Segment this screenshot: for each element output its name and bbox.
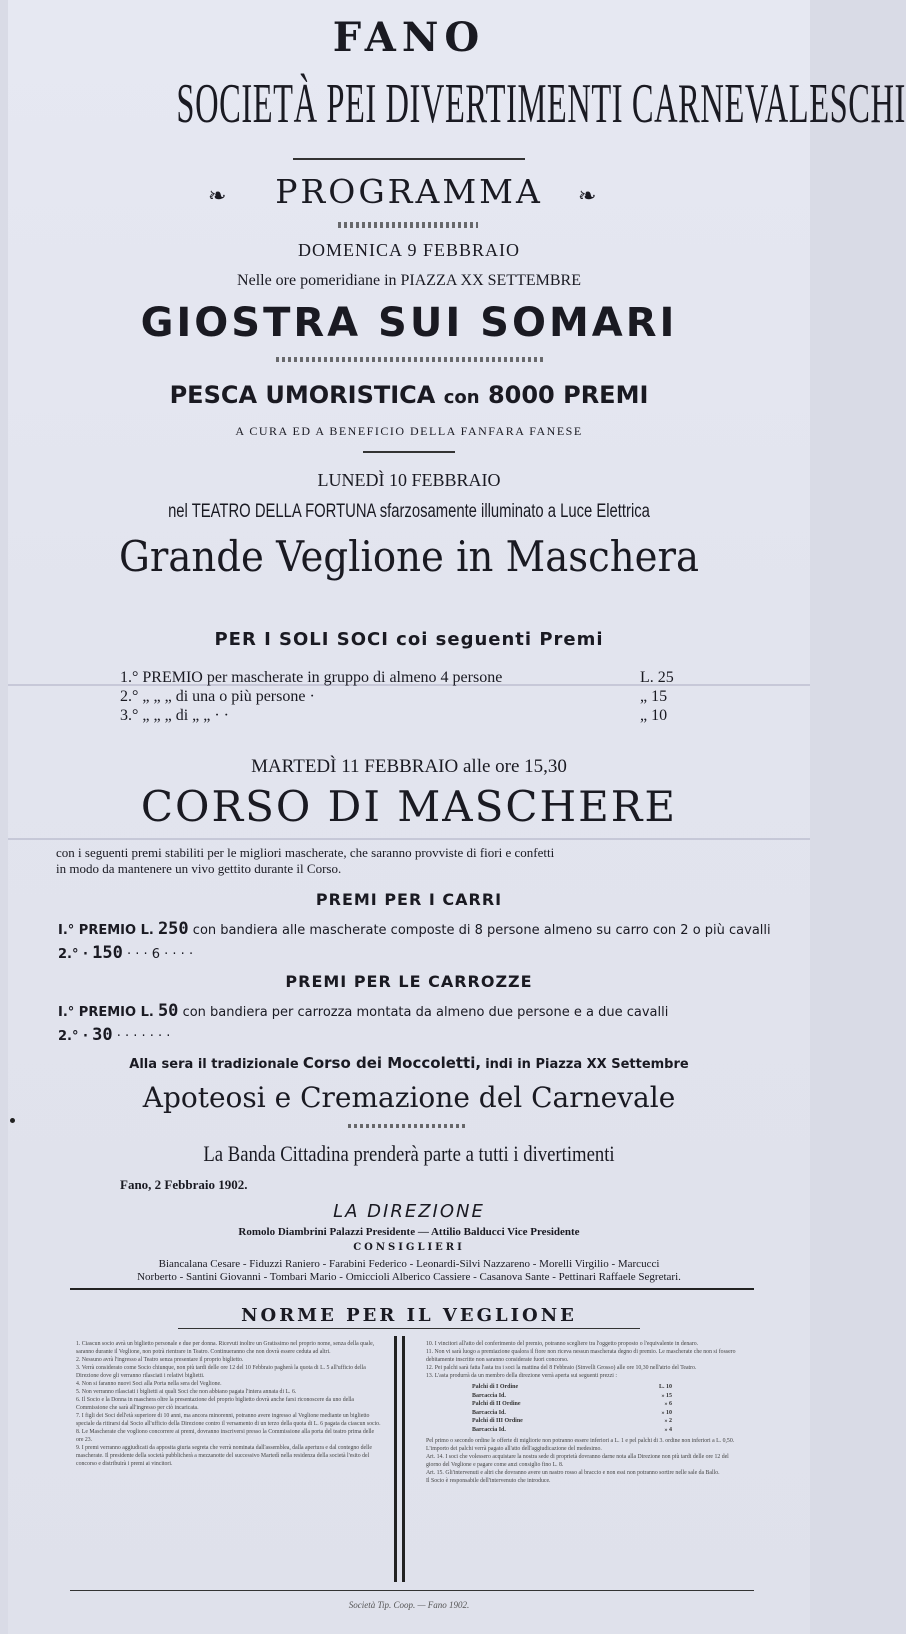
column-divider	[394, 1336, 397, 1582]
palchi-row	[472, 1409, 672, 1418]
sera-b: Corso dei Moccoletti,	[302, 1054, 482, 1072]
rule-item: 3. Verrà considerato come Socio chiunque, non più tardi delle ore 12 del 10 Febbraio pagherà la quota di L. 5 all'ufficio della Direzione dove gli verranno rilasciati i relativi biglietti.	[76, 1365, 366, 1379]
carri-amount: 250	[157, 919, 189, 939]
prize-1-amount: L. 25	[640, 669, 674, 686]
consiglieri-heading: CONSIGLIERI	[353, 1242, 465, 1253]
monday-place: nel TEATRO DELLA FORTUNA sfarzosamente illuminato a Luce Elettrica	[168, 501, 650, 522]
rule-item: 6. Il Socio e la Donna in maschera oltre la presentazione del proprio biglietto dovrà anche farsi riconoscere da uno della Commissione che sarà all'ingresso per ciò incaricata.	[76, 1397, 354, 1411]
prize-1: 1.° PREMIO per mascherate in gruppo di almeno 4 persone	[120, 669, 503, 686]
town-title: FANO	[332, 14, 486, 61]
pesca-note: A CURA ED A BENEFICIO DELLA FANFARA FANESE	[235, 424, 583, 438]
palchi-row	[472, 1400, 672, 1409]
carrozze-label: 2.° ·	[58, 1029, 88, 1044]
rule-item: 8. Le Mascherate che vogliono concorrere ai premi, dovranno inscriversi presso la Commissione alla porta del teatro prima delle ore 23.	[76, 1429, 375, 1443]
carri-amount: 150	[92, 943, 123, 963]
palchi-table	[472, 1383, 672, 1434]
carrozze-amount: 50	[157, 1001, 179, 1021]
ornament-right-icon: ❧	[578, 184, 597, 209]
palchi-name: Palchi di I Ordine	[472, 1384, 519, 1390]
rule-item: 10. I vincitori all'atto del conferimento del premio, potranno scegliere tra l'oggetto proposto o l'equivalente in denaro.	[426, 1341, 699, 1347]
prize-3-amount: „ 10	[640, 707, 668, 724]
rule-item: Pel primo o secondo ordine le offerte di migliorie non potranno essere inferiori a L. 1 e pel palchi di 3. ordine non inferiori a L. 0,50.	[426, 1438, 735, 1444]
prize-2-amount: „ 15	[640, 688, 668, 705]
rule-item: 5. Non verranno rilasciati i biglietti ai quali Soci che non abbiano pagata l'intera annata di L. 6.	[76, 1389, 297, 1395]
carrozze-heading: PREMI PER LE CARROZZE	[285, 972, 533, 991]
carri-row	[58, 919, 771, 939]
wavy-divider	[276, 357, 544, 362]
rule-item: 9. I premi verranno aggiudicati da apposita giuria segreta che verrà nominata dall'assemblea, dalla apertura e dal contegno delle mascherate. Il presidente della società pubblicherà a mezzanotte del successivo Martedì nella residenza della società l'esito del concorso e distribuirà i premi ai vincitori.	[76, 1445, 372, 1467]
rule-item: Il Socio è responsabile dell'intervenuto che introduce.	[426, 1478, 551, 1484]
giostra-title: GIOSTRA SUI SOMARI	[140, 300, 678, 346]
carri-heading: PREMI PER I CARRI	[315, 890, 503, 909]
pesca-title	[8, 381, 810, 409]
carrozze-row	[58, 1001, 668, 1021]
palchi-row	[472, 1392, 672, 1401]
palchi-name: Barcaccia Id.	[472, 1409, 506, 1416]
corso-title: CORSO DI MASCHERE	[140, 782, 678, 831]
norme-underline	[178, 1328, 640, 1329]
carrozze-text: con bandiera per carrozza montata da almeno due persone e a due cavalli	[182, 1005, 669, 1020]
palchi-price: L. 10	[658, 1384, 672, 1390]
rules-right-column	[426, 1340, 744, 1485]
paper-fold	[8, 838, 810, 840]
carri-label: I.° PREMIO L.	[58, 923, 154, 938]
soci-line: PER I SOLI SOCI coi seguenti Premi	[214, 629, 604, 650]
palchi-row	[472, 1426, 672, 1435]
carrozze-text: · · · · · · ·	[116, 1029, 171, 1044]
ink-dot	[10, 1118, 15, 1123]
palchi-price: » 15	[661, 1392, 672, 1399]
sunday-date: DOMENICA 9 FEBBRAIO	[297, 240, 521, 260]
programma-heading: PROGRAMMA	[275, 172, 543, 211]
corso-desc-1: con i seguenti premi stabiliti per le migliori mascherate, che saranno provviste di fiori e confetti	[56, 845, 555, 860]
palchi-price: » 4	[664, 1426, 672, 1433]
carri-label: 2.° ·	[58, 947, 88, 962]
society-title: SOCIETÀ PEI DIVERTIMENTI CARNEVALESCHI	[176, 73, 906, 135]
apoteosi-title: Apoteosi e Cremazione del Carnevale	[142, 1081, 676, 1114]
rule-item: Art. 15. Gli'intervenuti e altri che dovranno avere un nastro rosso al braccio e non essi non potranno sortire nelle sale da Ballo.	[426, 1470, 720, 1476]
presidents-line: Romolo Diambrini Palazzi Presidente — Attilio Balducci Vice Presidente	[238, 1226, 580, 1238]
carri-text: con bandiera alle mascherate composte di 8 persone almeno su carro con 2 o più cavalli	[192, 923, 771, 938]
carri-row	[58, 943, 193, 963]
ornament-left-icon: ❧	[208, 184, 227, 209]
rule-item: 1. Ciascun socio avrà un biglietto personale e due per donna. Ricevuti inoltre un Gratissimo nel proprio nome, senza della quale, saranno durante il Veglione, non potrà rientrare in Teatro. Continueranno che non dovrà essere ceduta ad altri.	[76, 1341, 375, 1355]
consiglieri-line-1: Biancalana Cesare - Fiduzzi Raniero - Farabini Federico - Leonardi-Silvi Nazzareno - Morelli Virgilio - Marcucci	[158, 1258, 660, 1270]
norme-heading: NORME PER IL VEGLIONE	[241, 1305, 577, 1326]
norme-top-rule	[70, 1288, 754, 1290]
pesca-b: 8000 PREMI	[487, 381, 649, 409]
wavy-divider	[348, 1124, 468, 1128]
monday-date: LUNEDÌ 10 FEBBRAIO	[317, 470, 501, 490]
wavy-divider	[338, 222, 478, 228]
rule-item: 2. Nessuno avrà l'ingresso al Teatro senza presentare il proprio biglietto.	[76, 1357, 244, 1363]
direzione-heading: LA DIREZIONE	[333, 1201, 485, 1222]
pesca-a: PESCA UMORISTICA	[169, 381, 436, 409]
pesca-con: con	[443, 387, 480, 408]
palchi-name: Barcaccia Id.	[472, 1392, 506, 1399]
palchi-row	[472, 1383, 672, 1392]
banda-line: La Banda Cittadina prenderà parte a tutti i divertimenti	[203, 1141, 615, 1166]
rule-item: 11. Non vi sarà luogo a premiazione qualora il fiore non riceva nessun mascherata degno di premio. Le mascherate che non si fossero debitamente inscritte non saranno considerate fuori concorso.	[426, 1349, 736, 1363]
palchi-row	[472, 1417, 672, 1426]
carrozze-label: I.° PREMIO L.	[58, 1005, 154, 1020]
rule-item: 4. Non si faranno nuovi Soci alla Porta nella sera del Veglione.	[76, 1381, 222, 1387]
rule-item: 13. L'asta produrrà da un membro della direzione verrà aperta sui seguenti prezzi :	[426, 1373, 617, 1379]
veglione-title: Grande Veglione in Maschera	[118, 532, 699, 581]
palchi-name: Palchi di III Ordine	[472, 1418, 523, 1424]
carrozze-amount: 30	[92, 1025, 113, 1045]
rule-item: Art. 14. I soci che volessero acquistare la nostra sede di proprietà dovranno darne nota alla Direzione non più tardi delle ore 12 del giorno del Veglione e pagare come anzi consiglio fino L. 8.	[426, 1454, 729, 1468]
palchi-price: » 10	[661, 1409, 672, 1416]
sera-a: Alla sera il tradizionale	[129, 1057, 299, 1072]
sera-line	[8, 1054, 810, 1072]
poster-sheet	[8, 0, 906, 1634]
sunday-place: Nelle ore pomeridiane in PIAZZA XX SETTEMBRE	[237, 272, 581, 289]
prize-2: 2.° „ „ „ di una o più persone ·	[120, 688, 315, 705]
column-divider	[402, 1336, 405, 1582]
palchi-name: Barcaccia Id.	[472, 1426, 506, 1433]
carrozze-row	[58, 1025, 170, 1045]
palchi-price: » 6	[664, 1401, 672, 1407]
rule-item: 12. Pei palchi sarà fatta l'asta tra i soci la mattina del 8 Febbraio (Sinvelli Grosso) alle ore 10,30 nell'atrio del Teatro.	[426, 1365, 697, 1371]
palchi-name: Palchi di II Ordine	[472, 1401, 521, 1407]
divider-line	[363, 451, 455, 453]
divider-line	[293, 158, 525, 160]
consiglieri-line-2: Norberto - Santini Giovanni - Tombari Mario - Omiccioli Alberico Cassiere - Casanova Sante - Pettinari Raffaele Segretari.	[137, 1271, 681, 1283]
tuesday-date: MARTEDÌ 11 FEBBRAIO alle ore 15,30	[251, 756, 567, 777]
printer-credit: Società Tip. Coop. — Fano 1902.	[348, 1600, 470, 1610]
sera-c: indi in Piazza XX Settembre	[485, 1057, 689, 1072]
corso-desc-2: in modo da mantenere un vivo gettito durante il Corso.	[56, 861, 342, 876]
poster-date: Fano, 2 Febbraio 1902.	[120, 1177, 248, 1192]
carri-text: · · · 6 · · · ·	[126, 947, 194, 962]
rule-item: L'importo dei palchi verrà pagato all'atto dell'aggiudicazione del medesimo.	[426, 1446, 602, 1452]
rule-item: 7. I figli dei Soci dell'età superiore di 10 anni, ma ancora minorenni, potranno avere ingresso al Veglione mediante un biglietto speciale da ritirarsi dal Socio all'ufficio della Direzione contro il versamento di un terzo della quota di L. 6 pagata da ciascun socio.	[76, 1413, 381, 1427]
palchi-price: » 2	[664, 1418, 672, 1424]
rules-left-column	[76, 1340, 382, 1468]
prize-3: 3.° „ „ „ di „ „ · ·	[120, 707, 230, 724]
norme-bottom-rule	[70, 1590, 754, 1591]
